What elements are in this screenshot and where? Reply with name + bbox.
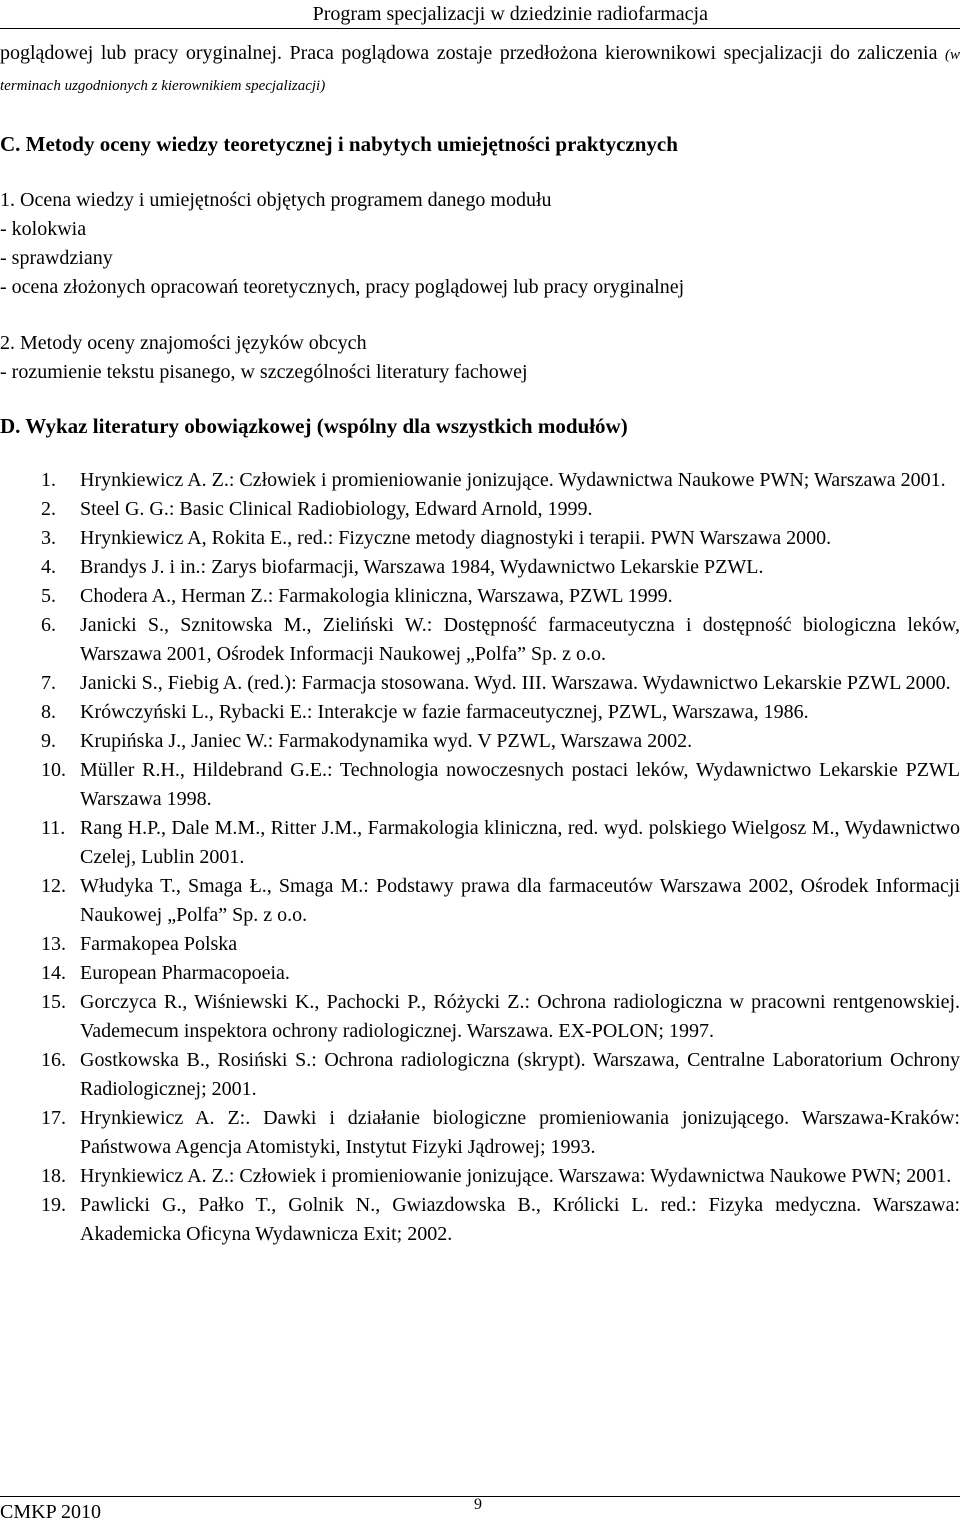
reference-text: Hrynkiewicz A. Z.: Człowiek i promieniowanie jonizujące. Wydawnictwa Naukowe PWN; Warszawa 2001. xyxy=(80,469,946,491)
reference-text: Krupińska J., Janiec W.: Farmakodynamika wyd. V PZWL, Warszawa 2002. xyxy=(80,730,693,752)
reference-number: 17. xyxy=(41,1107,66,1129)
reference-text: Włudyka T., Smaga Ł., Smaga M.: Podstawy prawa dla farmaceutów Warszawa 2002, Ośrodek Informacji Naukowej „Polfa” Sp. z o.o. xyxy=(80,875,960,926)
reference-item xyxy=(0,959,960,988)
reference-text: Farmakopea Polska xyxy=(80,933,238,955)
intro-text: poglądowej lub pracy oryginalnej. Praca poglądowa zostaje przedłożona kierownikowi specjalizacji do zaliczenia xyxy=(0,42,945,64)
reference-number: 12. xyxy=(41,875,66,897)
reference-text: Pawlicki G., Pałko T., Golnik N., Gwiazdowska B., Królicki L. red.: Fizyka medyczna. Warszawa: Akademicka Oficyna Wydawnicza Exit; 2002. xyxy=(80,1194,960,1245)
reference-number: 9. xyxy=(41,730,56,752)
reference-text: Hrynkiewicz A. Z.: Człowiek i promieniowanie jonizujące. Warszawa: Wydawnictwa Naukowe PWN; 2001. xyxy=(80,1165,952,1187)
reference-text: Hrynkiewicz A. Z:. Dawki i działanie biologiczne promieniowania jonizującego. Warszawa-Kraków: Państwowa Agencja Atomistyki, Instytut Fizyki Jądrowej; 1993. xyxy=(80,1107,960,1158)
reference-text: European Pharmacopoeia. xyxy=(80,962,290,984)
page-content xyxy=(0,39,960,1249)
reference-text: Steel G. G.: Basic Clinical Radiobiology, Edward Arnold, 1999. xyxy=(80,498,593,520)
reference-text: Gostkowska B., Rosiński S.: Ochrona radiologiczna (skrypt). Warszawa, Centralne Laboratorium Ochrony Radiologicznej; 2001. xyxy=(80,1049,960,1100)
block2-line: - rozumienie tekstu pisanego, w szczególności literatury fachowej xyxy=(0,361,528,383)
page-number: 9 xyxy=(474,1496,482,1513)
block1-line: - sprawdziany xyxy=(0,247,113,269)
section-c-heading: C. Metody oceny wiedzy teoretycznej i nabytych umiejętności praktycznych xyxy=(0,132,678,156)
intro-paragraph xyxy=(0,39,960,101)
reference-number: 4. xyxy=(41,556,56,578)
footer-publisher: CMKP 2010 xyxy=(0,1501,101,1523)
reference-text: Chodera A., Herman Z.: Farmakologia kliniczna, Warszawa, PZWL 1999. xyxy=(80,585,673,607)
reference-number: 2. xyxy=(41,498,56,520)
intro-note: (w terminach uzgodnionych z kierownikiem specjalizacji) xyxy=(0,47,960,94)
block1-line: 1. Ocena wiedzy i umiejętności objętych programem danego modułu xyxy=(0,189,552,211)
section-d-heading: D. Wykaz literatury obowiązkowej (wspólny dla wszystkich modułów) xyxy=(0,414,628,438)
reference-item xyxy=(0,930,960,959)
reference-number: 11. xyxy=(41,817,66,839)
reference-item xyxy=(0,727,960,756)
reference-number: 5. xyxy=(41,585,56,607)
reference-text: Hrynkiewicz A, Rokita E., red.: Fizyczne metody diagnostyki i terapii. PWN Warszawa 2000. xyxy=(80,527,832,549)
reference-number: 8. xyxy=(41,701,56,723)
reference-item xyxy=(0,495,960,524)
reference-item xyxy=(0,698,960,727)
reference-item xyxy=(0,988,960,1046)
reference-number: 7. xyxy=(41,672,56,694)
header-divider xyxy=(0,28,960,29)
reference-number: 13. xyxy=(41,933,66,955)
reference-item xyxy=(0,466,960,495)
block1-line: - ocena złożonych opracowań teoretycznych, pracy poglądowej lub pracy oryginalnej xyxy=(0,276,685,298)
reference-text: Gorczyca R., Wiśniewski K., Pachocki P., Różycki Z.: Ochrona radiologiczna w pracowni rentgenowskiej. Vademecum inspektora ochrony radiologicznej. Warszawa. EX-POLON; 1997. xyxy=(80,991,960,1042)
reference-text: Rang H.P., Dale M.M., Ritter J.M., Farmakologia kliniczna, red. wyd. polskiego Wielgosz M., Wydawnictwo Czelej, Lublin 2001. xyxy=(80,817,960,868)
reference-text: Janicki S., Fiebig A. (red.): Farmacja stosowana. Wyd. III. Warszawa. Wydawnictwo Lekarskie PZWL 2000. xyxy=(80,672,951,694)
reference-number: 18. xyxy=(41,1165,66,1187)
reference-number: 3. xyxy=(41,527,56,549)
reference-number: 10. xyxy=(41,759,66,781)
reference-item xyxy=(0,669,960,698)
block1-line: - kolokwia xyxy=(0,218,87,240)
reference-item xyxy=(0,1046,960,1104)
reference-number: 16. xyxy=(41,1049,66,1071)
block2-line: 2. Metody oceny znajomości języków obcych xyxy=(0,332,367,354)
reference-text: Brandys J. i in.: Zarys biofarmacji, Warszawa 1984, Wydawnictwo Lekarskie PZWL. xyxy=(80,556,764,578)
reference-list xyxy=(0,466,960,1249)
reference-number: 19. xyxy=(41,1194,66,1216)
reference-item xyxy=(0,582,960,611)
reference-number: 14. xyxy=(41,962,66,984)
section-c-block-1 xyxy=(0,186,960,302)
running-header: Program specjalizacji w dziedzinie radiofarmacja xyxy=(312,3,708,25)
reference-item xyxy=(0,872,960,930)
section-c-block-2 xyxy=(0,329,960,387)
reference-number: 1. xyxy=(41,469,56,491)
reference-item xyxy=(0,1191,960,1249)
reference-item xyxy=(0,814,960,872)
reference-item xyxy=(0,611,960,669)
reference-item xyxy=(0,756,960,814)
reference-item xyxy=(0,1162,960,1191)
reference-number: 15. xyxy=(41,991,66,1013)
reference-text: Müller R.H., Hildebrand G.E.: Technologia nowoczesnych postaci leków, Wydawnictwo Lekarskie PZWL Warszawa 1998. xyxy=(80,759,960,810)
reference-number: 6. xyxy=(41,614,56,636)
reference-item xyxy=(0,553,960,582)
reference-text: Janicki S., Sznitowska M., Zieliński W.: Dostępność farmaceutyczna i dostępność biologiczna leków, Warszawa 2001, Ośrodek Informacji Naukowej „Polfa” Sp. z o.o. xyxy=(80,614,960,665)
reference-item xyxy=(0,524,960,553)
reference-item xyxy=(0,1104,960,1162)
reference-text: Krówczyński L., Rybacki E.: Interakcje w fazie farmaceutycznej, PZWL, Warszawa, 1986. xyxy=(80,701,809,723)
